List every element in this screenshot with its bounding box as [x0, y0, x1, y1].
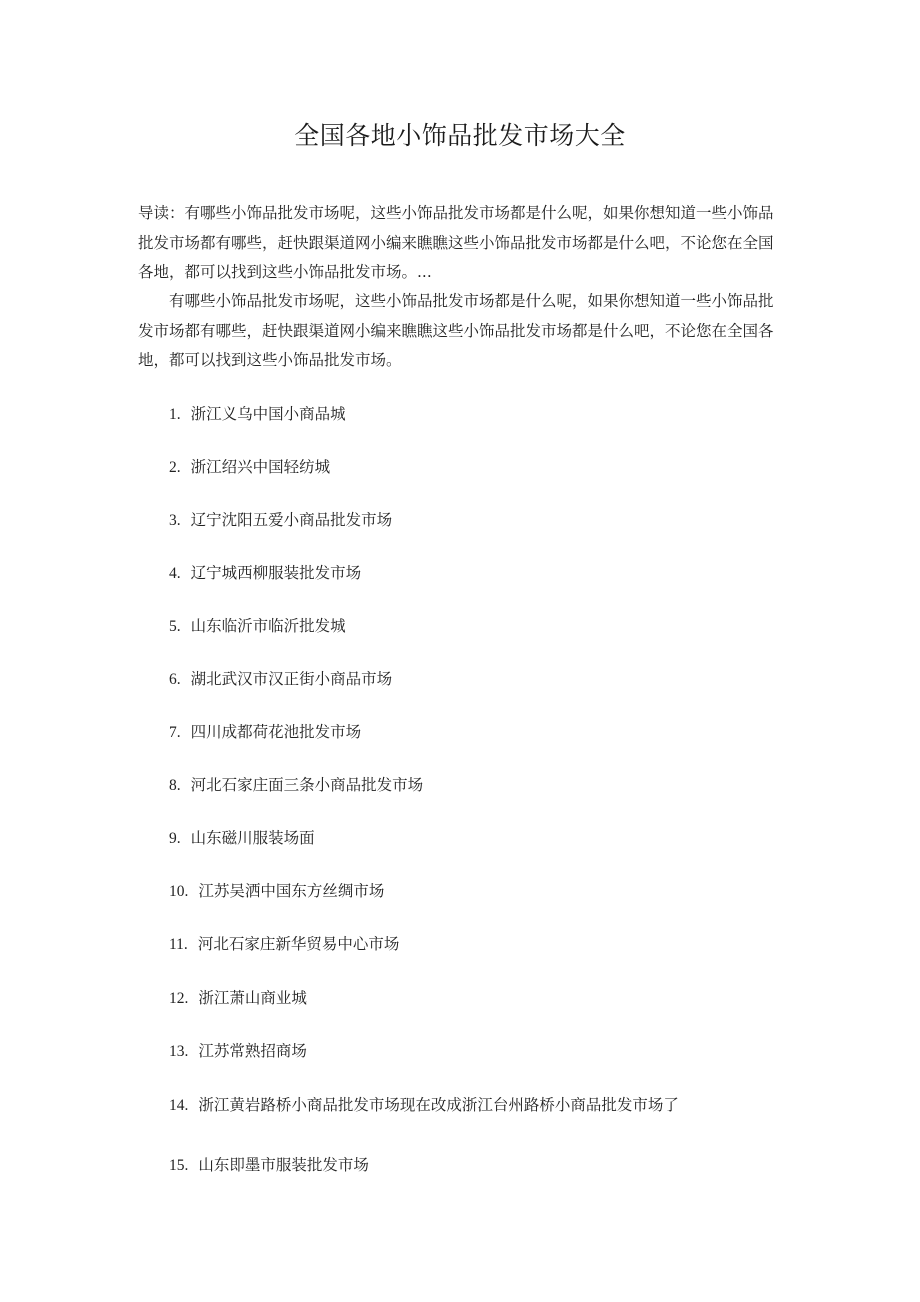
list-item	[169, 667, 392, 692]
list-item	[169, 455, 330, 480]
page-title: 全国各地小饰品批发市场大全	[294, 121, 626, 150]
list-item-text: 浙江绍兴中国轻纺城	[190, 458, 331, 476]
list-item-text: 湖北武汉市汉正街小商品市场	[190, 670, 393, 688]
list-item	[169, 402, 346, 427]
intro-lead-paragraph: 导读：有哪些小饰品批发市场呢，这些小饰品批发市场都是什么呢，如果你想知道一些小饰品批发市场都有哪些，赶快跟渠道网小编来瞧瞧这些小饰品批发市场都是什么吧，不论您在全国各地，都可以找到这些小饰品批发市场。...	[138, 204, 774, 281]
list-item-text: 浙江黄岩路桥小商品批发市场现在改成浙江台州路桥小商品批发市场了	[198, 1096, 679, 1114]
list-item-text: 浙江萧山商业城	[198, 989, 307, 1007]
list-item-text: 江苏常熟招商场	[198, 1042, 307, 1060]
list-item-text: 浙江义乌中国小商品城	[190, 405, 346, 423]
list-item-number: 3.	[169, 512, 181, 529]
list-item-number: 14.	[169, 1097, 189, 1114]
list-item-text: 山东磁川服装场面	[190, 829, 315, 847]
list-item-number: 5.	[169, 618, 181, 635]
list-item-text: 河北石家庄面三条小商品批发市场	[190, 776, 424, 794]
list-item	[169, 826, 315, 851]
list-item-number: 1.	[169, 406, 181, 423]
list-item-text: 山东临沂市临沂批发城	[190, 617, 346, 635]
list-item	[169, 1039, 307, 1064]
list-item-number: 11.	[169, 936, 188, 953]
list-item-number: 8.	[169, 777, 181, 794]
list-item	[169, 773, 423, 798]
list-item-text: 河北石家庄新华贸易中心市场	[197, 935, 400, 953]
list-item-text: 山东即墨市服装批发市场	[198, 1156, 369, 1174]
list-item-number: 15.	[169, 1157, 189, 1174]
list-item	[169, 932, 399, 957]
list-item	[169, 1153, 369, 1178]
list-item-text: 四川成都荷花池批发市场	[190, 723, 362, 741]
list-item-number: 4.	[169, 565, 181, 582]
list-item-number: 9.	[169, 830, 181, 847]
list-item	[169, 508, 392, 533]
list-item-number: 2.	[169, 459, 181, 476]
list-item	[169, 720, 361, 745]
list-item	[169, 614, 346, 639]
list-item-number: 10.	[169, 883, 189, 900]
list-item-number: 7.	[169, 724, 181, 741]
list-item-number: 12.	[169, 990, 189, 1007]
list-item	[169, 561, 361, 586]
list-item-number: 13.	[169, 1043, 189, 1060]
intro-body-paragraph: 有哪些小饰品批发市场呢，这些小饰品批发市场都是什么呢，如果你想知道一些小饰品批发市场都有哪些，赶快跟渠道网小编来瞧瞧这些小饰品批发市场都是什么吧，不论您在全国各地，都可以找到这些小饰品批发市场。	[138, 292, 774, 369]
list-item-text: 辽宁城西柳服装批发市场	[190, 564, 362, 582]
list-item	[169, 879, 384, 904]
list-item-number: 6.	[169, 671, 181, 688]
list-item-text: 江苏吴洒中国东方丝绸市场	[198, 882, 385, 900]
list-item	[169, 1093, 679, 1118]
list-item-text: 辽宁沈阳五爱小商品批发市场	[190, 511, 393, 529]
list-item	[169, 986, 307, 1011]
